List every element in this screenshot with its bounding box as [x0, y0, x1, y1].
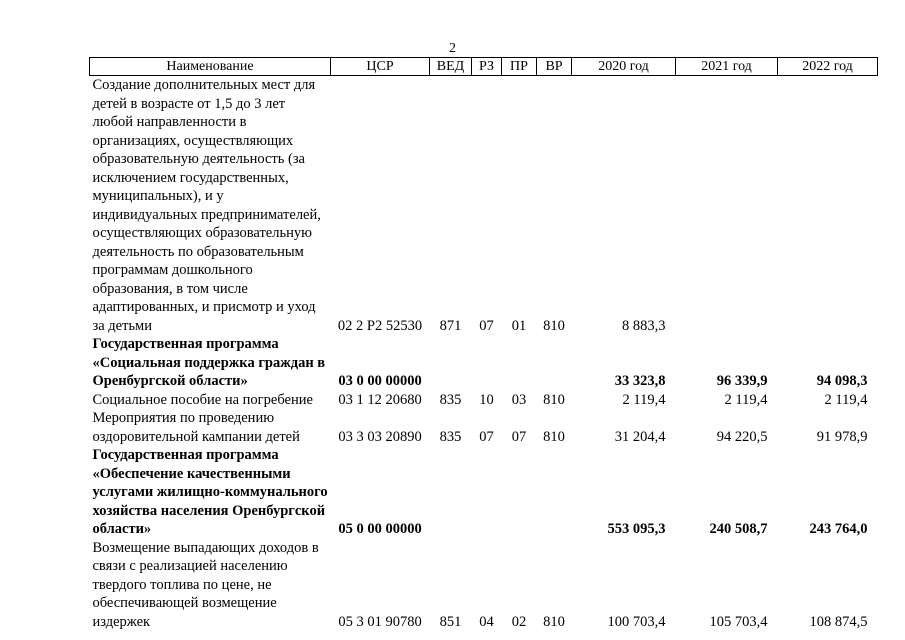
row-2022: 108 874,5: [809, 613, 868, 630]
table-header-row: [90, 58, 878, 76]
row-2020: 553 095,3: [607, 521, 666, 537]
row-vr: 810: [543, 428, 565, 445]
row-pr: 02: [511, 613, 527, 630]
header-2020: 2020 год: [572, 58, 676, 76]
row-name: Создание дополнительных мест для детей в возрасте от 1,5 до 3 лет любой направленности в организациях, осуществляющих образовательную деятельность (за исключением государственных, муниципальных), и у индивидуальных предпринимателей, осуществляющих образовательную деятельность по образовательным программам дошкольного образования, в том числе адаптированных, и присмотр и уход за детьми: [92, 77, 321, 334]
row-rz: [472, 446, 502, 539]
row-2021: 105 703,4: [709, 613, 768, 630]
row-vr: 810: [543, 317, 565, 334]
row-csr: 05 0 00 00000: [338, 521, 422, 537]
row-vr: [537, 335, 572, 391]
row-name: Государственная программа «Социальная поддержка граждан в Оренбургской области»: [92, 336, 326, 389]
header-csr: ЦСР: [331, 58, 430, 76]
table-row: [90, 76, 878, 336]
row-ved: 871: [439, 317, 462, 334]
header-name: Наименование: [90, 58, 331, 76]
row-ved: 835: [439, 391, 462, 408]
page-number: 2: [449, 41, 456, 56]
row-2020: 2 119,4: [622, 391, 666, 408]
row-csr: 03 1 12 20680: [338, 391, 422, 408]
row-csr: 03 0 00 00000: [338, 373, 422, 389]
row-rz: [472, 335, 502, 391]
row-csr: 02 2 P2 52530: [337, 317, 423, 334]
row-ved: [430, 335, 472, 391]
row-name: Мероприятия по проведению оздоровительной кампании детей: [92, 410, 300, 445]
header-rz: РЗ: [472, 58, 502, 76]
row-2022: 91 978,9: [816, 428, 868, 445]
table-row: [90, 391, 878, 410]
table-row: [90, 409, 878, 446]
row-pr: 01: [511, 317, 527, 334]
row-pr: [502, 335, 537, 391]
row-2020: 33 323,8: [614, 373, 666, 389]
row-rz: 04: [479, 613, 494, 630]
header-vr: ВР: [537, 58, 572, 76]
table-row-program: [90, 335, 878, 391]
header-2021: 2021 год: [676, 58, 778, 76]
row-2022: 243 764,0: [809, 521, 868, 537]
row-2022: 2 119,4: [824, 391, 868, 408]
row-pr: 07: [511, 428, 527, 445]
row-vr: 810: [543, 391, 565, 408]
row-2020: 8 883,3: [622, 317, 666, 334]
row-name: Социальное пособие на погребение: [92, 391, 313, 408]
row-ved: [430, 446, 472, 539]
header-pr: ПР: [502, 58, 537, 76]
row-ved: 851: [439, 613, 462, 630]
row-csr: 03 3 03 20890: [338, 428, 422, 445]
row-rz: 10: [479, 391, 494, 408]
row-vr: 810: [543, 613, 565, 630]
row-2021: 240 508,7: [709, 521, 768, 537]
row-pr: 03: [511, 391, 527, 408]
table-row: [90, 539, 878, 632]
row-rz: 07: [479, 317, 494, 334]
row-name: Возмещение выпадающих доходов в связи с реализацией населению твердого топлива по цене, не обеспечивающей возмещение издержек: [92, 539, 319, 630]
header-ved: ВЕД: [430, 58, 472, 76]
table-row-program: [90, 446, 878, 539]
header-2022: 2022 год: [778, 58, 878, 76]
row-csr: 05 3 01 90780: [338, 613, 422, 630]
row-2021: 2 119,4: [724, 391, 768, 408]
row-name: Государственная программа «Обеспечение качественными услугами жилищно-коммунального хозяйства населения Оренбургской области»: [92, 447, 328, 537]
row-vr: [537, 446, 572, 539]
row-ved: 835: [439, 428, 462, 445]
row-2020: 31 204,4: [614, 428, 666, 445]
row-rz: 07: [479, 428, 494, 445]
row-pr: [502, 446, 537, 539]
row-2021: 94 220,5: [716, 428, 768, 445]
row-2021: 96 339,9: [716, 373, 768, 389]
row-2022: [778, 76, 878, 336]
row-2022: 94 098,3: [816, 373, 868, 389]
budget-table: [89, 57, 878, 631]
row-2021: [676, 76, 778, 336]
row-2020: 100 703,4: [607, 613, 666, 630]
